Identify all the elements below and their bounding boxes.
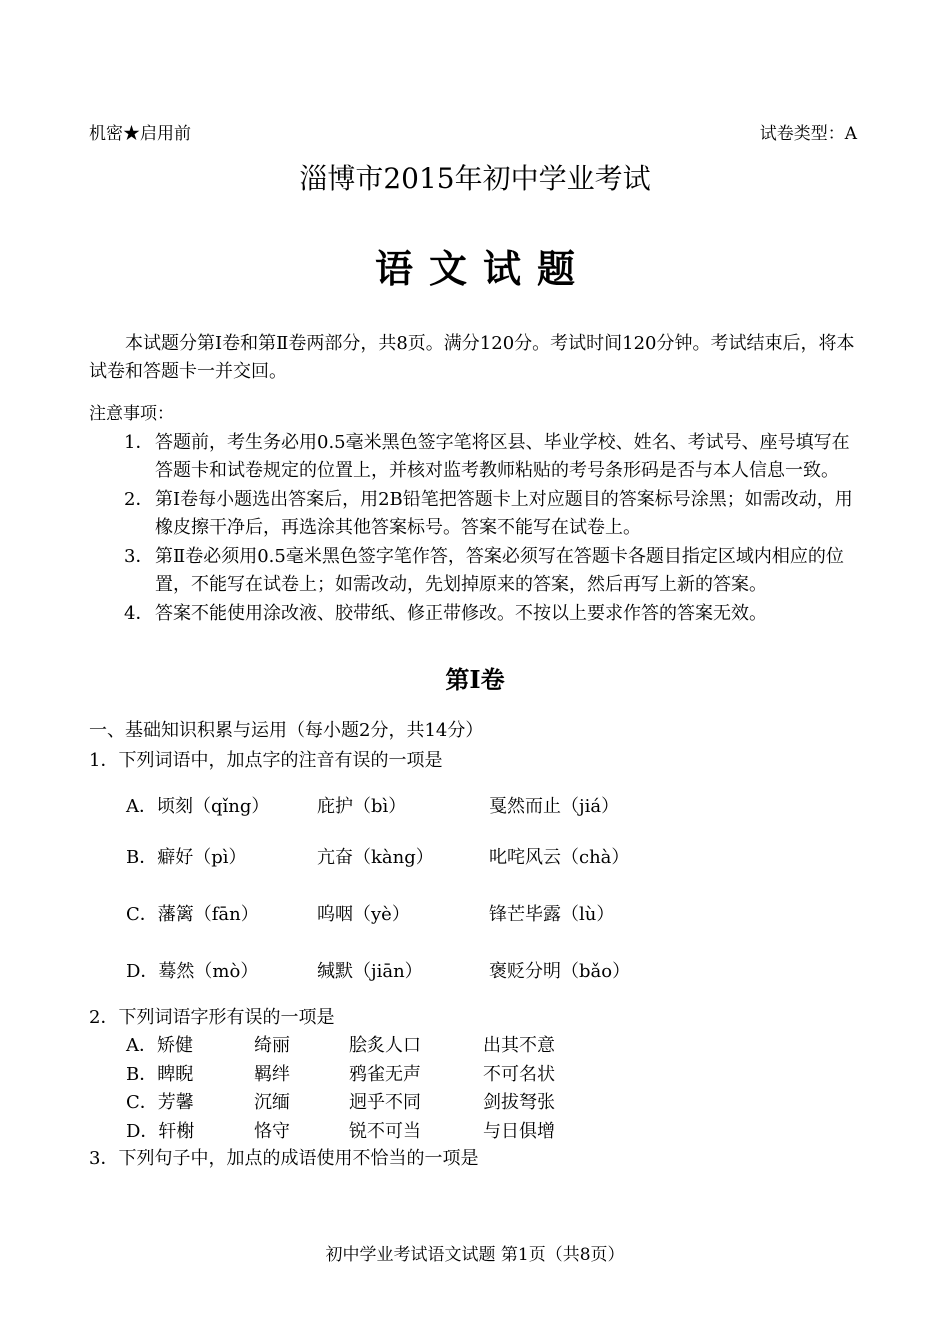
section-heading: 一、基础知识积累与运用（每小题2分，共14分） (89, 720, 484, 741)
note-item (124, 429, 866, 485)
volume-heading: 第Ⅰ卷 (445, 665, 505, 694)
q1-option-a-word-2: 庇护（bì） (317, 796, 407, 817)
note-text: 答案不能使用涂改液、胶带纸、修正带修改。不按以上要求作答的答案无效。 (155, 603, 767, 624)
question-1-stem: 1．下列词语中，加点字的注音有误的一项是 (89, 750, 443, 771)
paper-type-label: 试卷类型：A (759, 124, 857, 144)
notes-heading: 注意事项： (89, 404, 174, 424)
q1-option-d: D．蓦然（mò） (126, 961, 259, 982)
note-item (124, 486, 866, 542)
note-item (124, 543, 866, 599)
q1-option-b-word-2: 亢奋（kàng） (317, 847, 434, 868)
q1-option-a: A．顷刻（qǐng） (126, 796, 270, 817)
note-number: 1． (124, 432, 154, 453)
exam-title: 淄博市2015年初中学业考试 (299, 162, 651, 195)
q2-option-a-word-3: 脍炙人口 (349, 1035, 421, 1056)
q2-option-a-word-4: 出其不意 (483, 1035, 555, 1056)
q1-option-c: C．藩篱（fān） (126, 904, 259, 925)
note-number: 3． (124, 546, 154, 567)
note-text: 第Ⅰ卷每小题选出答案后，用2B铅笔把答题卡上对应题目的答案标号涂黑；如需改动，用橡皮擦干净后，再选涂其他答案标号。答案不能写在试卷上。 (155, 489, 853, 538)
note-text: 第Ⅱ卷必须用0.5毫米黑色签字笔作答，答案必须写在答题卡各题目指定区域内相应的位置，不能写在试卷上；如需改动，先划掉原来的答案，然后再写上新的答案。 (155, 546, 844, 595)
q2-option-c-word-4: 剑拔弩张 (483, 1092, 555, 1113)
question-2-stem: 2．下列词语字形有误的一项是 (89, 1007, 335, 1028)
q1-option-b-word-3: 叱咤风云（chà） (489, 847, 630, 868)
intro-paragraph: 本试题分第Ⅰ卷和第Ⅱ卷两部分，共8页。满分120分。考试时间120分钟。考试结束后，将本试卷和答题卡一并交回。 (89, 333, 855, 382)
q1-option-b: B．癖好（pì） (126, 847, 247, 868)
q2-option-d-word-2: 恪守 (254, 1121, 290, 1142)
q1-option-d-word-3: 褒贬分明（bǎo） (489, 961, 631, 982)
confidential-label: 机密★启用前 (89, 124, 191, 144)
subject-title: 语文试题 (374, 246, 591, 291)
q2-option-c-word-2: 沉缅 (254, 1092, 290, 1113)
question-3-stem: 3．下列句子中，加点的成语使用不恰当的一项是 (89, 1148, 479, 1169)
q1-option-d-word-2: 缄默（jiān） (317, 961, 423, 982)
q2-option-d-word-4: 与日俱增 (483, 1121, 555, 1142)
q2-option-d-word-3: 锐不可当 (349, 1121, 421, 1142)
q2-option-b-word-4: 不可名状 (483, 1064, 555, 1085)
note-number: 4． (124, 603, 154, 624)
q2-option-a-word-2: 绮丽 (254, 1035, 290, 1056)
q1-option-a-word-3: 戛然而止（jiá） (489, 796, 620, 817)
q2-option-c: C．芳馨 (126, 1092, 194, 1113)
q2-option-a: A．矫健 (126, 1035, 193, 1056)
note-item (124, 600, 866, 628)
q2-option-b-word-3: 鸦雀无声 (349, 1064, 421, 1085)
q2-option-d: D．轩榭 (126, 1121, 195, 1142)
page-footer: 初中学业考试语文试题 第1页（共8页） (325, 1245, 625, 1265)
q2-option-c-word-3: 迥乎不同 (349, 1092, 421, 1113)
q1-option-c-word-2: 呜咽（yè） (317, 904, 410, 925)
q1-option-c-word-3: 锋芒毕露（lù） (489, 904, 615, 925)
note-text: 答题前，考生务必用0.5毫米黑色签字笔将区县、毕业学校、姓名、考试号、座号填写在答题卡和试卷规定的位置上，并核对监考教师粘贴的考号条形码是否与本人信息一致。 (155, 432, 850, 481)
note-number: 2． (124, 489, 154, 510)
q2-option-b: B．睥睨 (126, 1064, 194, 1085)
q2-option-b-word-2: 羁绊 (254, 1064, 290, 1085)
